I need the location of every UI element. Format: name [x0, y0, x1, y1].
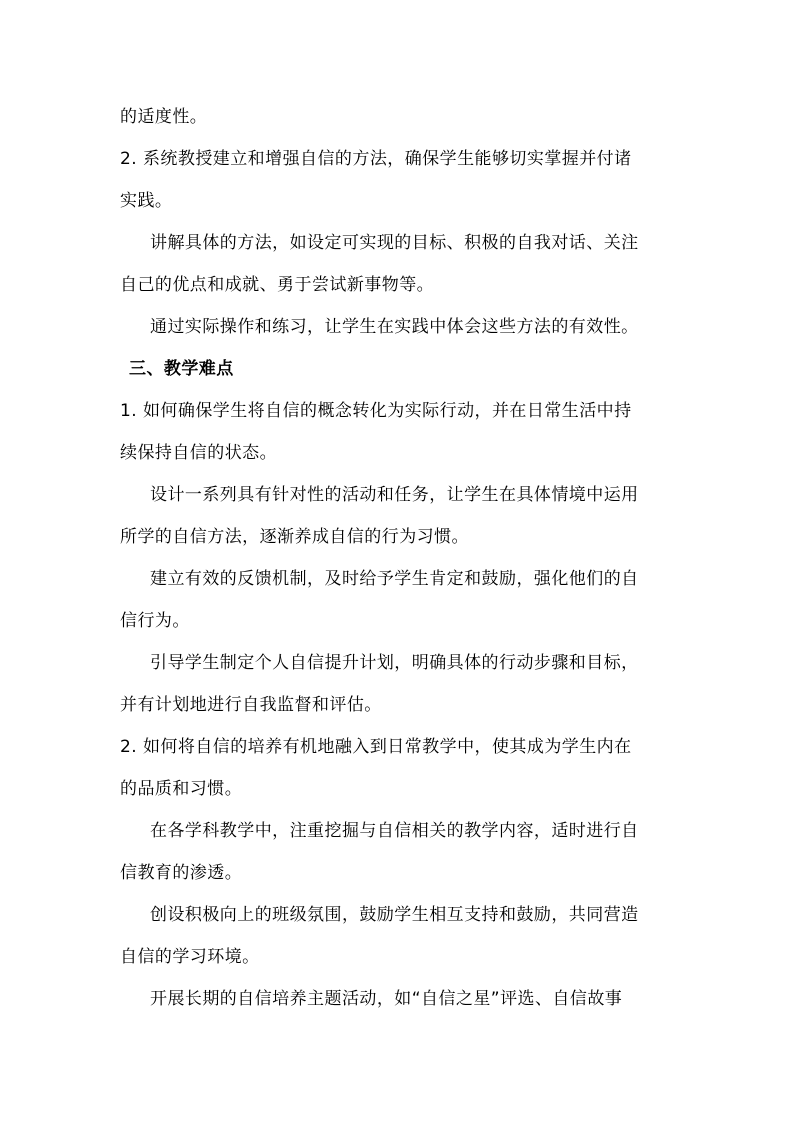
- paragraph-line: 信教育的渗透。: [120, 863, 243, 883]
- paragraph-line: 所学的自信方法，逐渐养成自信的行为习惯。: [120, 527, 469, 547]
- paragraph-line: 的品质和习惯。: [120, 779, 243, 799]
- paragraph-line: 的适度性。: [120, 107, 208, 127]
- paragraph-line: 讲解具体的方法，如设定可实现的目标、积极的自我对话、关注: [150, 233, 639, 253]
- paragraph-line: 在各学科教学中，注重挖掘与自信相关的教学内容，适时进行自: [150, 821, 639, 841]
- numbered-item-line: 2. 系统教授建立和增强自信的方法，确保学生能够切实掌握并付诸: [120, 149, 632, 169]
- paragraph-line: 开展长期的自信培养主题活动，如“自信之星”评选、自信故事: [150, 989, 623, 1009]
- paragraph-line: 自信的学习环境。: [120, 947, 260, 967]
- paragraph-line: 建立有效的反馈机制，及时给予学生肯定和鼓励，强化他们的自: [150, 569, 639, 589]
- numbered-item-line: 1. 如何确保学生将自信的概念转化为实际行动，并在日常生活中持: [120, 401, 632, 421]
- document-page: [120, 96, 676, 1020]
- paragraph-line: 续保持自信的状态。: [120, 443, 278, 463]
- paragraph-line: 创设积极向上的班级氛围，鼓励学生相互支持和鼓励，共同营造: [150, 905, 639, 925]
- paragraph-line: 引导学生制定个人自信提升计划，明确具体的行动步骤和目标，: [150, 653, 639, 673]
- paragraph-line: 设计一系列具有针对性的活动和任务，让学生在具体情境中运用: [150, 485, 639, 505]
- paragraph-line: 通过实际操作和练习，让学生在实践中体会这些方法的有效性。: [150, 317, 639, 337]
- paragraph-line: 实践。: [120, 191, 173, 211]
- section-heading: 三、教学难点: [129, 359, 234, 379]
- paragraph-line: 自己的优点和成就、勇于尝试新事物等。: [120, 275, 435, 295]
- numbered-item-line: 2. 如何将自信的培养有机地融入到日常教学中，使其成为学生内在: [120, 737, 632, 757]
- paragraph-line: 并有计划地进行自我监督和评估。: [120, 695, 382, 715]
- paragraph-line: 信行为。: [120, 611, 190, 631]
